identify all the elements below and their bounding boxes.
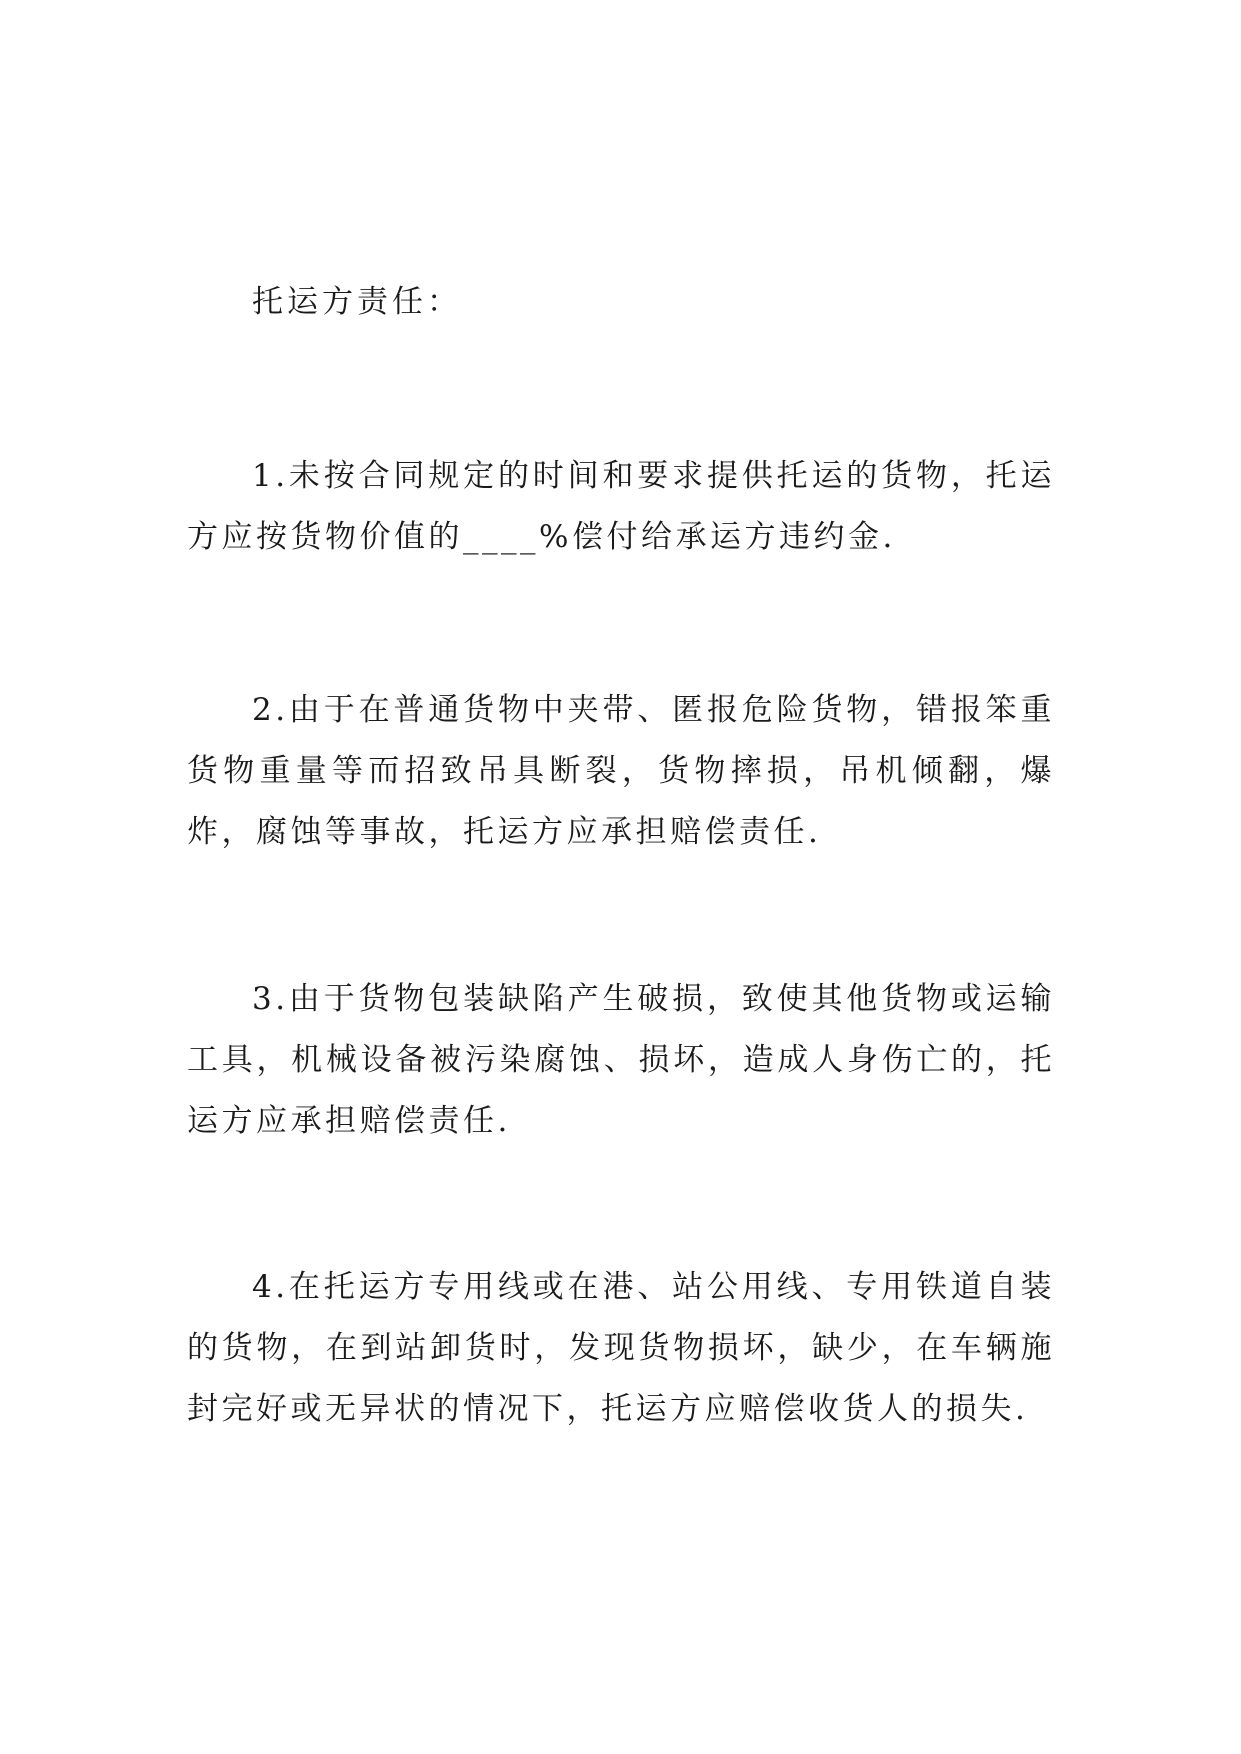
clause-3: 3.由于货物包装缺陷产生破损，致使其他货物或运输工具，机械设备被污染腐蚀、损坏，造成人身伤亡的，托运方应承担赔偿责任. <box>187 981 1055 1139</box>
section-heading: 托运方责任： <box>252 284 462 320</box>
clause-4: 4.在托运方专用线或在港、站公用线、专用铁道自装的货物，在到站卸货时，发现货物损坏，缺少，在车辆施封完好或无异状的情况下，托运方应赔偿收货人的损失. <box>187 1269 1055 1427</box>
clause-2: 2.由于在普通货物中夹带、匿报危险货物，错报笨重货物重量等而招致吊具断裂，货物摔损，吊机倾翻，爆炸，腐蚀等事故，托运方应承担赔偿责任. <box>187 692 1055 850</box>
clause-1: 1.未按合同规定的时间和要求提供托运的货物，托运方应按货物价值的____%偿付给承运方违约金. <box>187 458 1055 555</box>
